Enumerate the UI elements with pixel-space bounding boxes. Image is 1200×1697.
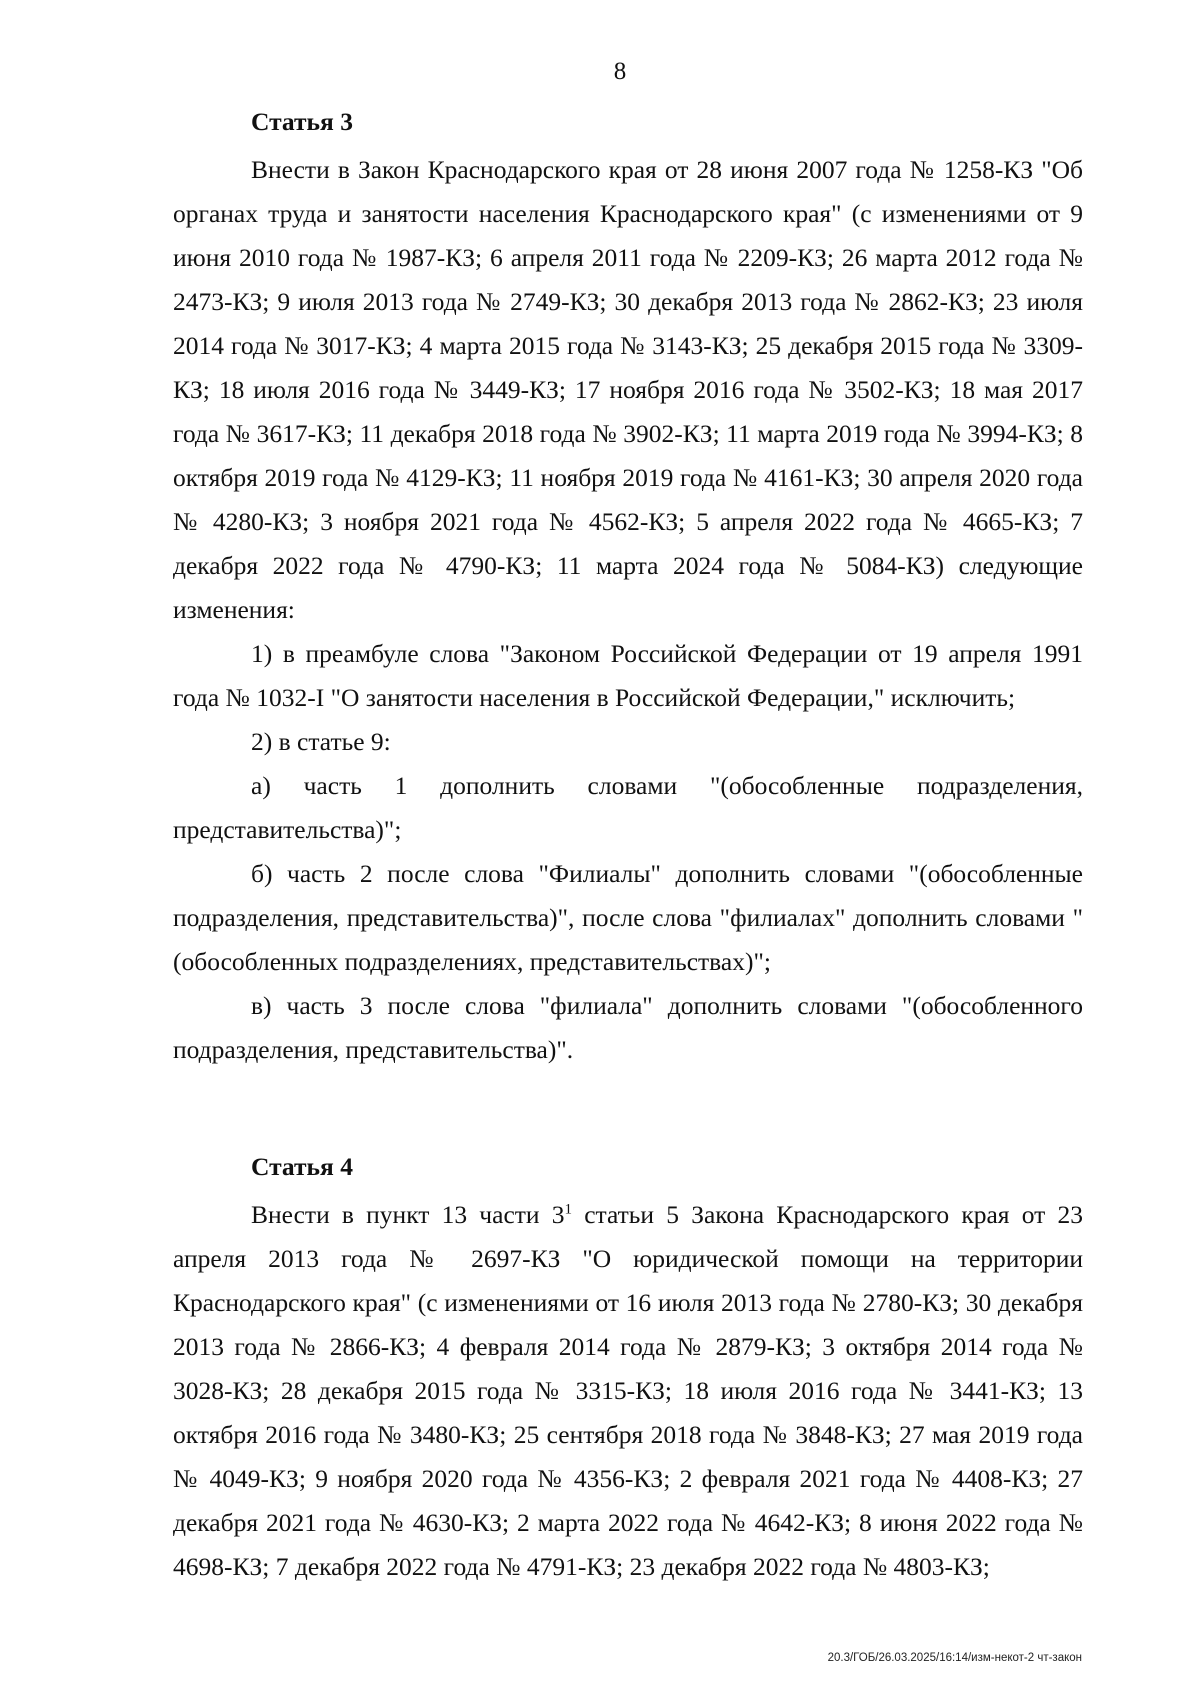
page-number: 8 — [613, 58, 627, 85]
article-3-paragraph: а) часть 1 дополнить словами "(обособленные подразделения, представительства)"; — [173, 771, 1083, 844]
article-3-paragraph: 2) в статье 9: — [251, 727, 391, 756]
article-4-text-start: Внести в пункт 13 части 3 — [251, 1200, 565, 1229]
article-3-paragraph: в) часть 3 после слова "филиала" дополнить словами "(обособленного подразделения, представительства)". — [173, 991, 1083, 1064]
superscript-marker: 1 — [564, 1201, 572, 1218]
article-3-paragraph: Внести в Закон Краснодарского края от 28 июня 2007 года № 1258-КЗ "Об органах труда и занятости населения Краснодарского края" (с изменениями от 9 июня 2010 года № 1987-КЗ; 6 апреля 2011 года № 2209-КЗ; 26 марта 2012 года № 2473-КЗ; 9 июля 2013 года № 2749-КЗ; 30 декабря 2013 года № 2862-КЗ; 23 июля 2014 года № 3017-КЗ; 4 марта 2015 года № 3143-КЗ; 25 декабря 2015 года № 3309-КЗ; 18 июля 2016 года № 3449-КЗ; 17 ноября 2016 года № 3502-КЗ; 18 мая 2017 года № 3617-КЗ; 11 декабря 2018 года № 3902-КЗ; 11 марта 2019 года № 3994-КЗ; 8 октября 2019 года № 4129-КЗ; 11 ноября 2019 года № 4161-КЗ; 30 апреля 2020 года № 4280-КЗ; 3 ноября 2021 года № 4562-КЗ; 5 апреля 2022 года № 4665-КЗ; 7 декабря 2022 года № 4790-КЗ; 11 марта 2024 года № 5084-КЗ) следующие изменения: — [173, 155, 1083, 624]
article-3 — [173, 100, 1083, 1072]
article-3-paragraph: б) часть 2 после слова "Филиалы" дополнить словами "(обособленные подразделения, представительства)", после слова "филиалах" дополнить словами "(обособленных подразделениях, представительствах)"; — [173, 859, 1083, 976]
article-3-heading: Статья 3 — [251, 107, 353, 136]
article-4-paragraph — [173, 1193, 1083, 1589]
article-3-paragraph: 1) в преамбуле слова "Законом Российской Федерации от 19 апреля 1991 года № 1032-I "О занятости населения в Российской Федерации," исключить; — [173, 639, 1083, 712]
article-4-heading: Статья 4 — [251, 1152, 353, 1181]
document-code-footer: 20.3/ГОБ/26.03.2025/16:14/изм-некот-2 чт-закон — [827, 1652, 1082, 1664]
article-4-text-rest: статьи 5 Закона Краснодарского края от 23 апреля 2013 года № 2697-КЗ "О юридической помощи на территории Краснодарского края" (с изменениями от 16 июля 2013 года № 2780-КЗ; 30 декабря 2013 года № 2866-КЗ; 4 февраля 2014 года № 2879-КЗ; 3 октября 2014 года № 3028-КЗ; 28 декабря 2015 года № 3315-КЗ; 18 июля 2016 года № 3441-КЗ; 13 октября 2016 года № 3480-КЗ; 25 сентября 2018 года № 3848-КЗ; 27 мая 2019 года № 4049-КЗ; 9 ноября 2020 года № 4356-КЗ; 2 февраля 2021 года № 4408-КЗ; 27 декабря 2021 года № 4630-КЗ; 2 марта 2022 года № 4642-КЗ; 8 июня 2022 года № 4698-КЗ; 7 декабря 2022 года № 4791-КЗ; 23 декабря 2022 года № 4803-КЗ; — [173, 1200, 1083, 1581]
article-4 — [173, 1145, 1083, 1589]
